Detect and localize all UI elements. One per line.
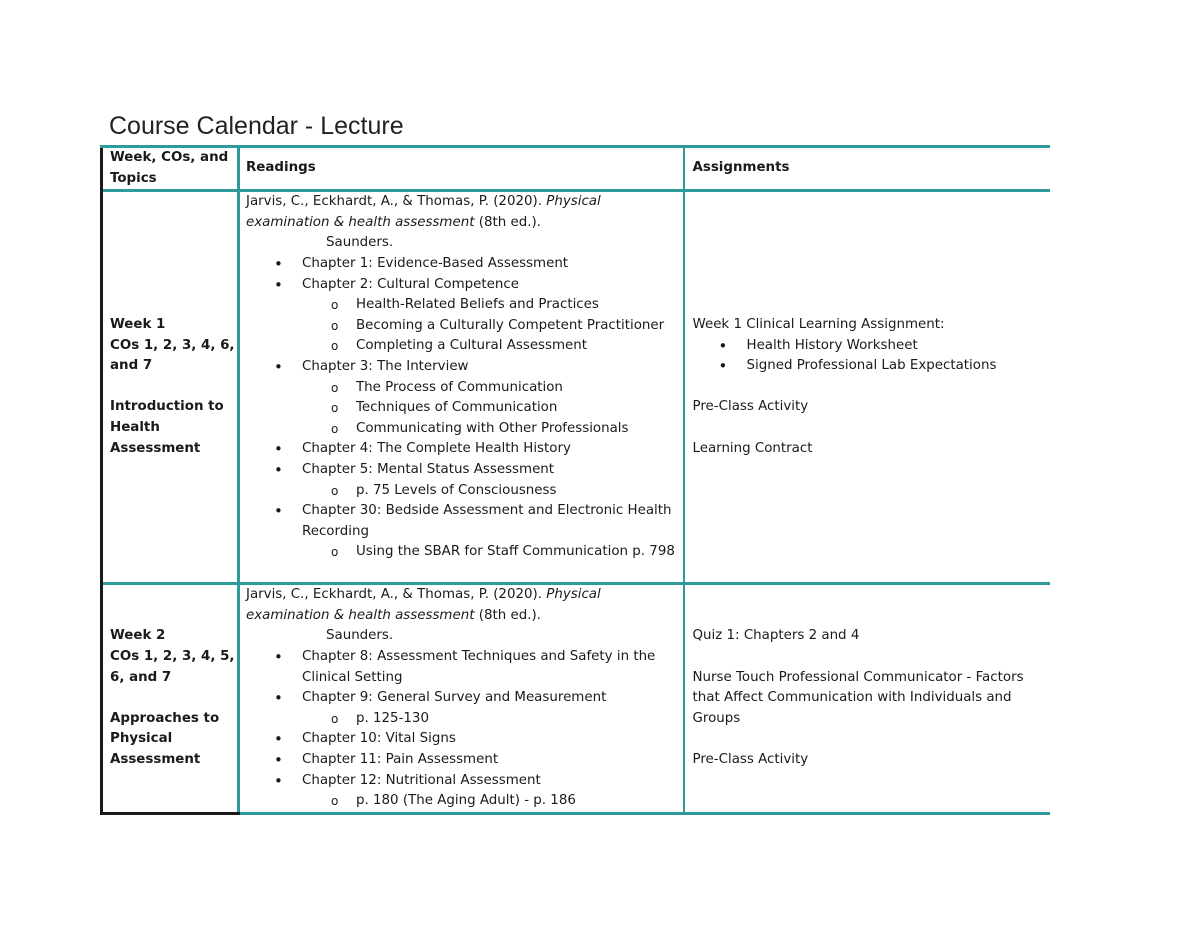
- chapter-label: Chapter 4: The Complete Health History: [302, 441, 571, 457]
- chapter-label: Chapter 2: Cultural Competence: [302, 276, 519, 292]
- reading-reference: [246, 585, 683, 647]
- assignment-heading: Week 1 Clinical Learning Assignment:: [692, 317, 945, 333]
- subtopic-list: [302, 791, 683, 812]
- subtopic-list: [302, 295, 683, 357]
- assignment-item: Pre-Class Activity: [692, 751, 809, 767]
- table-header-row: [102, 147, 1050, 191]
- table-row: [102, 191, 1050, 584]
- list-item: [246, 688, 683, 729]
- list-item: • Signed Professional Lab Expectations: [693, 356, 1050, 377]
- chapter-list: [246, 647, 683, 812]
- list-item: [246, 647, 683, 688]
- list-item: [246, 729, 683, 750]
- list-item: [246, 750, 683, 771]
- reference-edition: (8th ed.).: [478, 214, 541, 230]
- assignment-item: Learning Contract: [692, 440, 813, 456]
- list-item: o Communicating with Other Professionals: [246, 419, 683, 440]
- list-item: [246, 771, 683, 812]
- list-item: • Health History Worksheet: [693, 336, 1050, 357]
- list-item: o Becoming a Culturally Competent Practitioner: [246, 316, 683, 337]
- assignments-cell: [684, 584, 1050, 814]
- reference-authors: Jarvis, C., Eckhardt, A., & Thomas, P. (2020).: [246, 194, 542, 210]
- list-item: o Health-Related Beliefs and Practices: [246, 295, 683, 316]
- readings-cell: [239, 584, 684, 814]
- reference-edition: (8th ed.).: [478, 607, 541, 623]
- chapter-label: Chapter 1: Evidence-Based Assessment: [302, 255, 569, 271]
- subtopic-list: [302, 481, 683, 502]
- reference-title: Physical examination & health assessment: [246, 194, 601, 230]
- subtopic-list: [302, 709, 683, 730]
- week-topic-cell: [102, 584, 239, 814]
- assignment-item: Pre-Class Activity: [692, 399, 809, 415]
- cos-label: COs 1, 2, 3, 4, 5, 6, and 7: [110, 648, 235, 685]
- chapter-label: Chapter 5: Mental Status Assessment: [302, 461, 555, 477]
- assignment-item: Quiz 1: Chapters 2 and 4: [692, 628, 860, 644]
- assignments-cell: [684, 191, 1050, 584]
- header-assignments: Assignments: [684, 147, 1050, 191]
- reference-publisher: Saunders.: [326, 235, 394, 251]
- list-item: [246, 439, 683, 460]
- week-label: Week 2: [110, 628, 166, 644]
- topic-label: Approaches to Physical Assessment: [110, 710, 220, 767]
- chapter-label: Chapter 11: Pain Assessment: [302, 751, 499, 767]
- list-item: o Completing a Cultural Assessment: [246, 336, 683, 357]
- header-week-cos-topics: Week, COs, and Topics: [102, 147, 239, 191]
- list-item: [246, 275, 683, 357]
- list-item: o Techniques of Communication: [246, 398, 683, 419]
- chapter-label: Chapter 8: Assessment Techniques and Safety in the Clinical Setting: [302, 648, 656, 685]
- header-readings: Readings: [239, 147, 684, 191]
- table-row: [102, 584, 1050, 814]
- reading-reference: [246, 192, 683, 254]
- week-topic-cell: [102, 191, 239, 584]
- list-item: o p. 180 (The Aging Adult) - p. 186: [246, 791, 683, 812]
- page-title: Course Calendar - Lecture: [109, 112, 404, 140]
- list-item: [246, 254, 683, 275]
- list-item: o p. 75 Levels of Consciousness: [246, 481, 683, 502]
- list-item: o The Process of Communication: [246, 378, 683, 399]
- reference-authors: Jarvis, C., Eckhardt, A., & Thomas, P. (2020).: [246, 587, 542, 603]
- reference-title: Physical examination & health assessment: [246, 587, 601, 623]
- list-item: o Using the SBAR for Staff Communication p. 798: [246, 542, 683, 563]
- list-item: [246, 357, 683, 439]
- cos-label: COs 1, 2, 3, 4, 6, and 7: [110, 337, 235, 374]
- topic-label: Introduction to Health Assessment: [110, 399, 224, 456]
- list-item: [246, 460, 683, 501]
- subtopic-list: [302, 542, 683, 563]
- list-item: o p. 125-130: [246, 709, 683, 730]
- chapter-label: Chapter 12: Nutritional Assessment: [302, 772, 541, 788]
- week-label: Week 1: [110, 317, 166, 333]
- chapter-label: Chapter 9: General Survey and Measurement: [302, 690, 607, 706]
- reference-publisher: Saunders.: [326, 628, 394, 644]
- readings-cell: [239, 191, 684, 584]
- assignment-item: Nurse Touch Professional Communicator - Factors that Affect Communication with Individuals and Groups: [692, 669, 1024, 726]
- chapter-label: Chapter 30: Bedside Assessment and Electronic Health Recording: [302, 503, 672, 539]
- chapter-label: Chapter 10: Vital Signs: [302, 731, 456, 747]
- chapter-label: Chapter 3: The Interview: [302, 358, 469, 374]
- list-item: [246, 501, 683, 563]
- course-calendar-table: [100, 145, 1050, 815]
- assignment-list: [693, 336, 1050, 377]
- chapter-list: [246, 254, 683, 563]
- subtopic-list: [302, 378, 683, 440]
